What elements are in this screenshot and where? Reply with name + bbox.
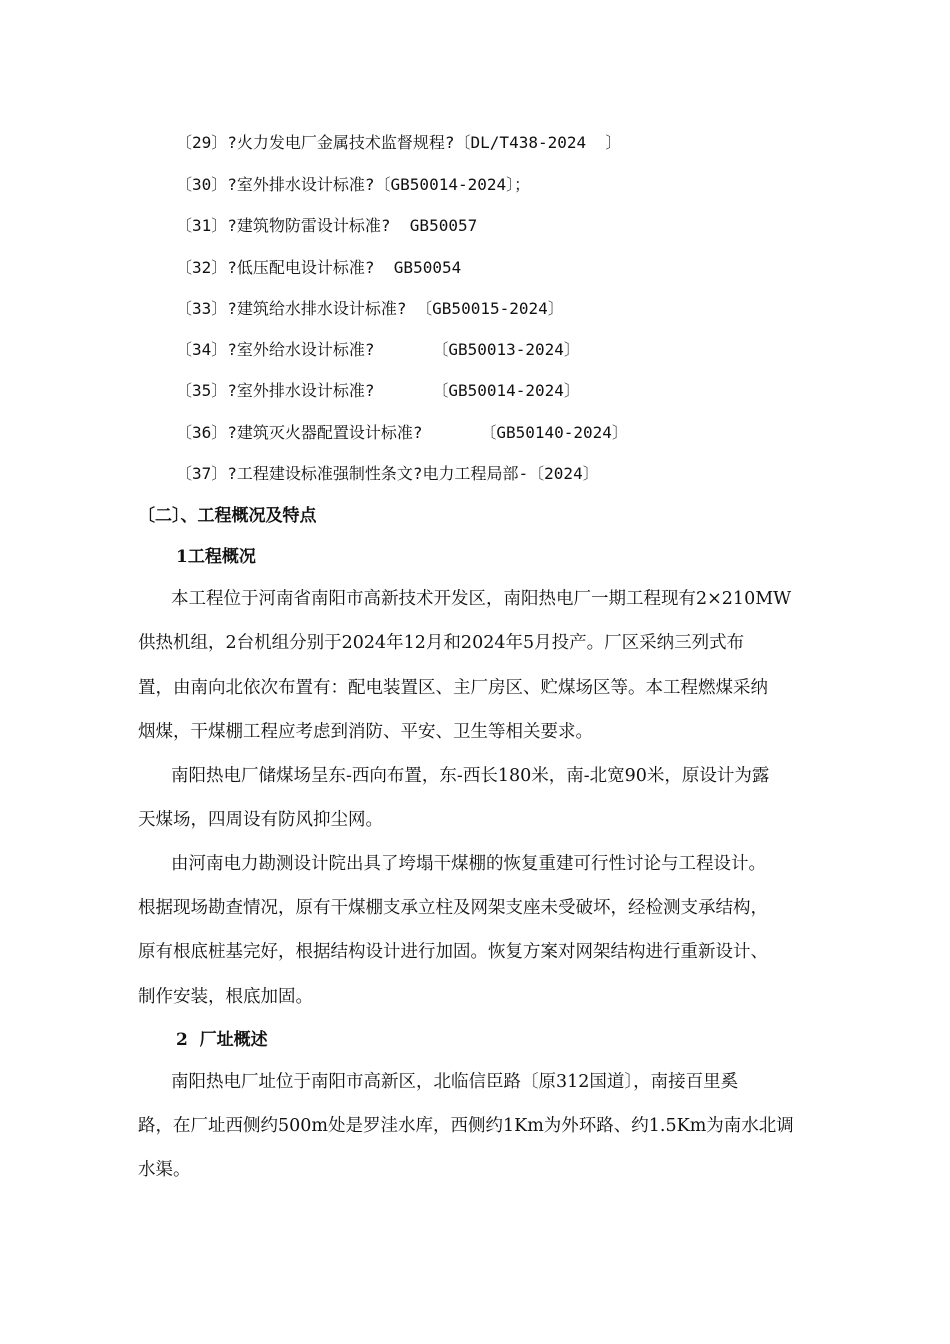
subsection-heading: 2 厂址概述: [176, 1030, 268, 1050]
reference-item: 〔36〕?建筑灭火器配置设计标准? 〔GB50140-2024〕: [176, 423, 628, 442]
paragraph-line: 天煤场，四周设有防风抑尘网。: [138, 810, 383, 830]
paragraph-line: 原有根底桩基完好，根据结构设计进行加固。恢复方案对网架结构进行重新设计、: [138, 942, 768, 962]
reference-item: 〔29〕?火力发电厂金属技术监督规程?〔DL/T438-2024 〕: [176, 133, 622, 152]
paragraph-line: 烟煤，干煤棚工程应考虑到消防、平安、卫生等相关要求。: [138, 722, 593, 742]
paragraph-line: 本工程位于河南省南阳市高新技术开发区，南阳热电厂一期工程现有2×210MW: [171, 589, 792, 609]
paragraph-line: 水渠。: [138, 1160, 191, 1180]
reference-item: 〔32〕?低压配电设计标准? GB50054: [176, 258, 462, 277]
paragraph-line: 根据现场勘查情况，原有干煤棚支承立柱及网架支座未受破坏，经检测支承结构，: [138, 898, 768, 918]
reference-item: 〔35〕?室外排水设计标准? 〔GB50014-2024〕: [176, 381, 580, 400]
paragraph-line: 置，由南向北依次布置有：配电装置区、主厂房区、贮煤场区等。本工程燃煤采纳: [138, 678, 768, 698]
reference-item: 〔33〕?建筑给水排水设计标准? 〔GB50015-2024〕: [176, 299, 564, 318]
reference-item: 〔30〕?室外排水设计标准?〔GB50014-2024〕；: [176, 175, 531, 194]
paragraph-line: 南阳热电厂储煤场呈东-西向布置，东-西长180米，南-北宽90米，原设计为露: [171, 766, 770, 786]
paragraph-line: 南阳热电厂址位于南阳市高新区，北临信臣路〔原312国道〕，南接百里奚: [171, 1072, 739, 1092]
subsection-heading: 1工程概况: [176, 547, 256, 567]
reference-item: 〔31〕?建筑物防雷设计标准? GB50057: [176, 216, 478, 235]
paragraph-line: 制作安装，根底加固。: [138, 987, 313, 1007]
paragraph-line: 路，在厂址西侧约500m处是罗洼水库，西侧约1Km为外环路、约1.5Km为南水北调: [138, 1116, 794, 1136]
paragraph-line: 由河南电力勘测设计院出具了垮塌干煤棚的恢复重建可行性讨论与工程设计。: [171, 854, 766, 874]
paragraph-line: 供热机组，2台机组分别于2024年12月和2024年5月投产。厂区采纳三列式布: [138, 633, 745, 653]
reference-item: 〔34〕?室外给水设计标准? 〔GB50013-2024〕: [176, 340, 580, 359]
reference-item: 〔37〕?工程建设标准强制性条文?电力工程局部-〔2024〕: [176, 464, 599, 483]
section-heading: 〔二〕、工程概况及特点: [138, 506, 317, 526]
